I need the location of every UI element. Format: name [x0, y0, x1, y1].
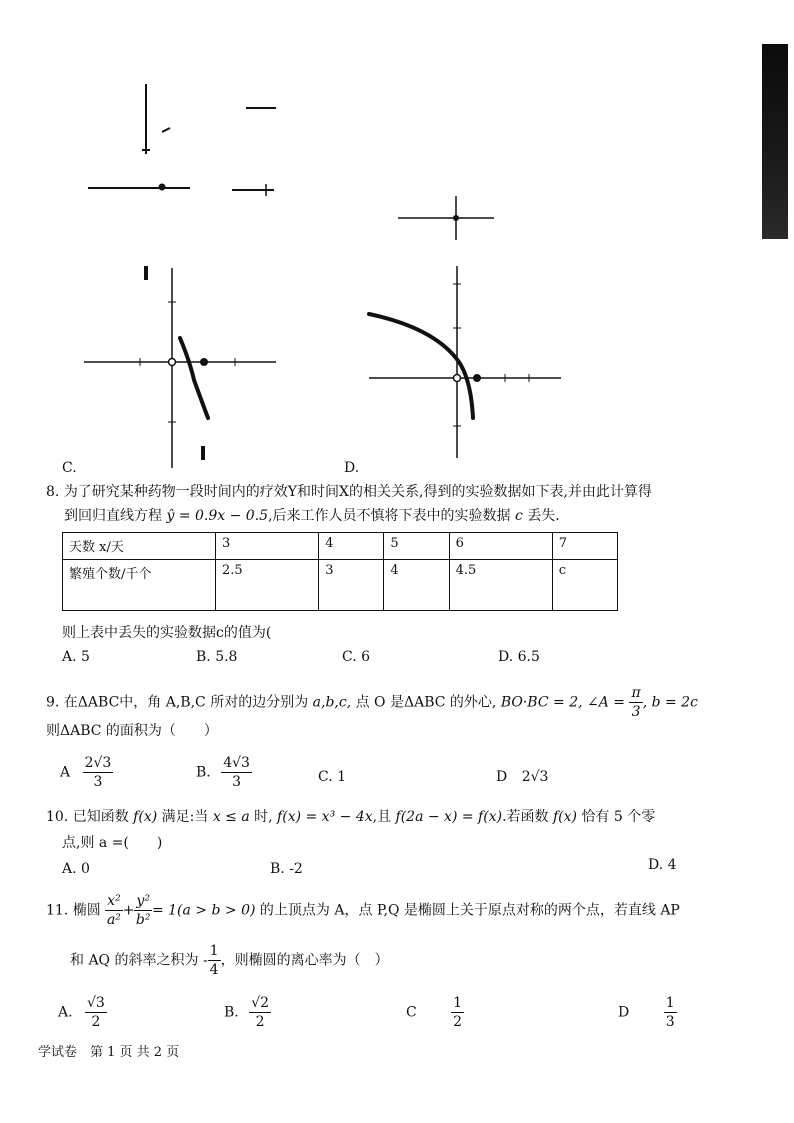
- q9-option-c: C. 1: [318, 769, 347, 785]
- fraction-denominator: 2: [91, 1014, 101, 1030]
- table-cell: 3: [319, 560, 384, 611]
- q8-regression-equation: ŷ = 0.9x − 0.5: [166, 508, 269, 524]
- q8-text-2c: 丢失.: [527, 508, 560, 524]
- q11-frac-x: [105, 892, 123, 929]
- q11-ellipse-eq: = 1(a > b > 0): [151, 902, 256, 919]
- q8-text-2b: ,后来工作人员不慎将下表中的实验数据: [268, 508, 511, 524]
- graph-c: [80, 262, 280, 472]
- fraction-numerator: 2√3: [84, 755, 112, 771]
- table-cell: 3: [216, 533, 319, 560]
- q9-option-d-value: 2√3: [521, 769, 549, 785]
- table-cell: 4.5: [449, 560, 552, 611]
- fraction-numerator: 1: [665, 995, 675, 1011]
- q9-option-b: [196, 754, 252, 791]
- option-label: A.: [58, 1004, 73, 1021]
- fraction-denominator: b²: [135, 912, 151, 928]
- q10-function-2: f(x): [552, 809, 577, 825]
- fraction-denominator: 3: [93, 774, 103, 790]
- q11-line2: [70, 942, 389, 979]
- table-cell: 天数 x/天: [63, 533, 216, 560]
- q10-option-b: B. -2: [270, 861, 303, 877]
- fraction-numerator: 4√3: [223, 755, 250, 771]
- q9-option-b-fraction: [221, 754, 252, 791]
- fraction-numerator: x²: [107, 893, 121, 909]
- table-cell: 6: [449, 533, 552, 560]
- q9-side-condition: , b = 2c: [642, 694, 698, 711]
- q9-line1: [46, 684, 698, 721]
- q10-text-1e: .若函数: [502, 809, 549, 825]
- q8-line2: [64, 507, 560, 525]
- q10-text-1d: ,且: [372, 809, 392, 825]
- q11-option-d: [618, 994, 677, 1031]
- fraction-numerator: √2: [251, 995, 270, 1011]
- q9-option-a-fraction: [83, 754, 114, 791]
- q11-text-b: 的上顶点为 A，点 P,Q 是椭圆上关于原点对称的两个点，若直线 AP: [259, 902, 680, 919]
- scan-shadow-band: [762, 44, 788, 239]
- option-label: C: [406, 1004, 417, 1021]
- q11-option-b-fraction: [249, 994, 271, 1031]
- table-cell: c: [552, 560, 617, 611]
- q10-text-1g: 恰有 5 个零: [581, 809, 656, 825]
- q11-text-a: 椭圆: [72, 902, 101, 919]
- fraction-denominator: 3: [665, 1014, 675, 1030]
- q9-vector-condition: BO·BC = 2, ∠A =: [500, 694, 626, 711]
- q9-vars: a,b,c,: [312, 694, 352, 711]
- q8-option-c: C. 6: [342, 649, 371, 665]
- fraction-numerator: y²: [136, 893, 150, 909]
- q9-text-1a: 9. 在ΔABC中，角 A,B,C 所对的边分别为: [46, 694, 309, 711]
- q11-option-c: [406, 994, 464, 1031]
- q8-data-table: [62, 532, 618, 611]
- q11-option-a-fraction: [85, 994, 107, 1031]
- fraction-denominator: 4: [209, 962, 219, 978]
- q8-line1: [46, 483, 652, 501]
- fraction-denominator: 2: [255, 1014, 265, 1030]
- option-label: B.: [224, 1004, 239, 1021]
- fraction-denominator: a²: [106, 912, 121, 928]
- q10-equation: f(x) = x³ − 4x: [277, 809, 373, 825]
- table-cell: 4: [319, 533, 384, 560]
- q11-plus: +: [122, 902, 135, 919]
- table-cell: 7: [552, 533, 617, 560]
- q10-option-a: A. 0: [62, 861, 90, 877]
- q11-option-c-fraction: [451, 994, 464, 1031]
- graph-c-label: C.: [62, 460, 77, 476]
- q8-option-b: B. 5.8: [196, 649, 238, 665]
- q11-text-2b: ，则椭圆的离心率为（ ）: [220, 952, 389, 969]
- q11-option-b: [224, 994, 271, 1031]
- q9-option-d: [496, 768, 548, 786]
- previous-graph-fragment-right: [390, 190, 500, 250]
- q10-text-1c: 时,: [254, 809, 273, 825]
- fraction-denominator: 3: [232, 774, 242, 790]
- q8-option-a: A. 5: [62, 649, 90, 665]
- q10-line2: 点,则 a =( ): [62, 835, 163, 851]
- q8-var-c: c: [514, 508, 523, 524]
- q9-option-a: [60, 754, 113, 791]
- page-footer: 学试卷 第 1 页 共 2 页: [38, 1045, 180, 1060]
- option-label: B.: [196, 764, 211, 781]
- q11-frac-y: [134, 892, 152, 929]
- q10-condition: x ≤ a: [212, 809, 250, 825]
- fraction-numerator: 1: [209, 943, 219, 959]
- q11-option-a: [58, 994, 107, 1031]
- q11-option-d-fraction: [664, 994, 677, 1031]
- q10-line1: [46, 808, 655, 826]
- q10-function: f(x): [133, 809, 158, 825]
- q9-text-1b: 点 O 是ΔABC 的外心,: [355, 694, 497, 711]
- previous-graphs-fragment: [80, 70, 300, 210]
- q9-angle-fraction: [629, 684, 642, 721]
- option-label: D: [496, 769, 508, 785]
- graph-d: [365, 262, 565, 462]
- q10-text-1a: 10. 已知函数: [46, 809, 129, 825]
- option-label: A: [60, 764, 71, 781]
- q8-text-2a: 到回归直线方程: [64, 508, 162, 524]
- q9-line2: 则ΔABC 的面积为（ ）: [46, 723, 218, 739]
- fraction-denominator: 3: [631, 704, 641, 720]
- table-cell: 5: [384, 533, 449, 560]
- fraction-numerator: √3: [87, 995, 105, 1011]
- q8-question: 则上表中丢失的实验数据c的值为(: [62, 625, 272, 641]
- table-cell: 4: [384, 560, 449, 611]
- fraction-numerator: π: [631, 685, 641, 701]
- q10-option-d: D. 4: [648, 857, 677, 873]
- q11-text-2a: 和 AQ 的斜率之积为 -: [70, 952, 208, 969]
- q10-text-1b: 满足:当: [161, 809, 209, 825]
- q8-option-d: D. 6.5: [498, 649, 540, 665]
- q10-symmetry: f(2a − x) = f(x): [395, 809, 503, 825]
- q11-line1: [46, 892, 680, 929]
- fraction-denominator: 2: [453, 1014, 463, 1030]
- option-label: D: [618, 1004, 630, 1021]
- q8-text-1: 为了研究某种药物一段时间内的疗效Y和时间X的相关关系,得到的实验数据如下表,并由此计算得: [63, 484, 652, 500]
- table-row: [63, 560, 618, 611]
- table-cell: 2.5: [216, 560, 319, 611]
- fraction-numerator: 1: [453, 995, 463, 1011]
- q11-slope-fraction: [208, 942, 221, 979]
- q8-number: 8.: [46, 484, 60, 500]
- graph-d-label: D.: [344, 460, 360, 476]
- q11-number: 11.: [46, 902, 69, 919]
- table-cell: 繁殖个数/千个: [63, 560, 216, 611]
- table-row: [63, 533, 618, 560]
